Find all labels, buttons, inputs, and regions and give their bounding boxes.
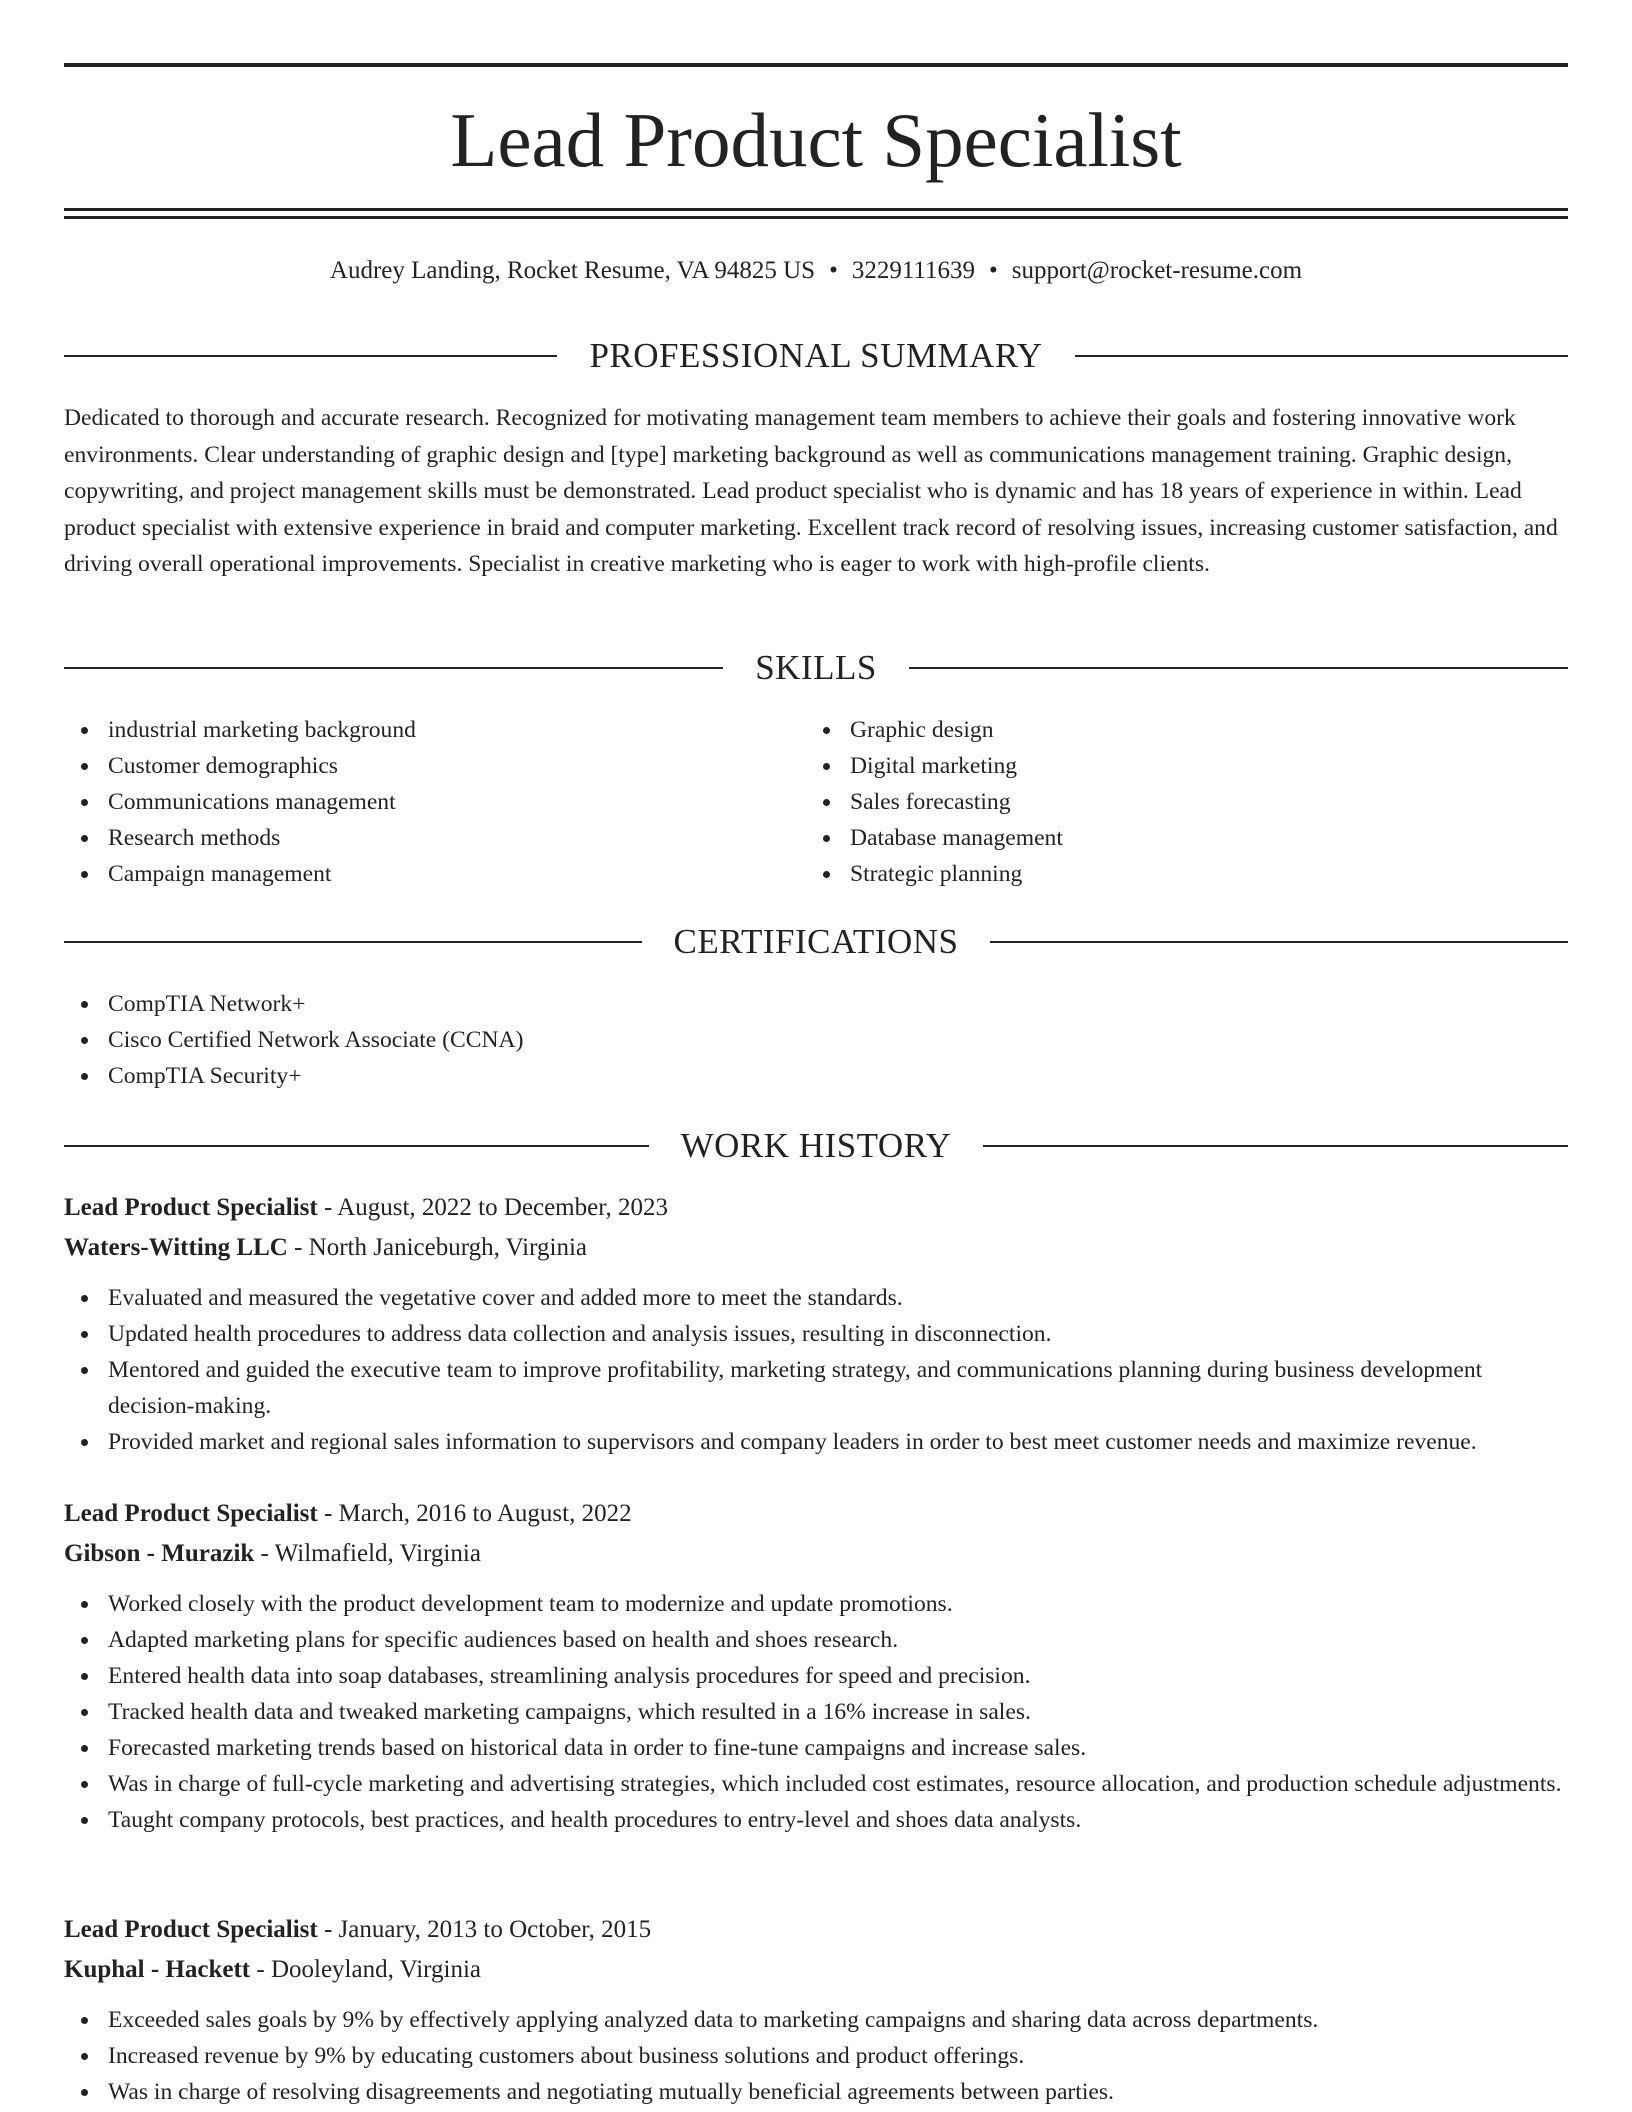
skill-item: Graphic design [806,712,1506,748]
divider-line [909,667,1568,669]
certifications-block [64,986,1568,1094]
title-rule-lower [64,216,1568,219]
job-bullet: Entered health data into soap databases, streamlining analysis procedures for speed and precision. [64,1658,1568,1694]
skill-item: Database management [806,820,1506,856]
job-bullet: Updated health procedures to address data collection and analysis issues, resulting in disconnection. [64,1316,1568,1352]
job-company-line [64,1950,1568,1990]
skills-right-column [806,712,1506,892]
divider-line [64,667,723,669]
skill-item: Customer demographics [64,748,764,784]
job-dates: - March, 2016 to August, 2022 [317,1500,632,1527]
job-bullets [64,1280,1568,1460]
certification-item: CompTIA Network+ [64,986,1568,1022]
job-bullet: Increased revenue by 9% by educating customers about business solutions and product offerings. [64,2038,1568,2074]
contact-separator: • [829,257,838,284]
certifications-list [64,986,1568,1094]
job-bullet: Exceeded sales goals by 9% by effectively applying analyzed data to marketing campaigns and sharing data across departments. [64,2002,1568,2038]
job-role: Lead Product Specialist [64,1500,318,1527]
skill-item: industrial marketing background [64,712,764,748]
contact-line [64,254,1568,288]
job-dates: - August, 2022 to December, 2023 [317,1194,669,1221]
divider-line [64,1145,649,1147]
title-rule-upper [64,208,1568,211]
skill-item: Campaign management [64,856,764,892]
summary-text: Dedicated to thorough and accurate research. Recognized for motivating management team members to achieve their goals and fostering innovative work environments. Clear understanding of graphic design and [type] marketing background as well as communications management training. Graphic design, copywriting, and project management skills must be demonstrated. Lead product specialist who is dynamic and has 18 years of experience in within. Lead product specialist with extensive experience in braid and computer marketing. Excellent track record of resolving issues, increasing customer satisfaction, and driving overall operational improvements. Specialist in creative marketing who is eager to work with high-profile clients. [64,405,1558,577]
job-location: - North Janiceburgh, Virginia [287,1234,587,1261]
skill-item: Sales forecasting [806,784,1506,820]
divider-line [64,355,557,357]
job-company-line [64,1228,1568,1268]
job-bullet: Taught company protocols, best practices, and health procedures to entry-level and shoes data analysts. [64,1802,1568,1838]
job-company: Kuphal - Hackett [64,1956,251,1983]
job-bullet: Mentored and guided the executive team to improve profitability, marketing strategy, and communications planning during business development decision-making. [64,1352,1568,1424]
job-company-line [64,1534,1568,1574]
job-bullets [64,1586,1568,1838]
skill-item: Digital marketing [806,748,1506,784]
divider-line [983,1145,1568,1147]
job-entry [64,1910,1568,2110]
resume-title: Lead Product Specialist [450,97,1182,183]
job-company: Gibson - Murazik [64,1540,255,1567]
job-dates: - January, 2013 to October, 2015 [317,1916,652,1943]
job-role: Lead Product Specialist [64,1916,318,1943]
job-bullet: Was in charge of resolving disagreements and negotiating mutually beneficial agreements between parties. [64,2074,1568,2110]
job-bullet: Tracked health data and tweaked marketing campaigns, which resulted in a 16% increase in sales. [64,1694,1568,1730]
job-bullet: Worked closely with the product development team to modernize and update promotions. [64,1586,1568,1622]
skill-item: Strategic planning [806,856,1506,892]
summary-section-header [64,334,1568,378]
divider-line [990,941,1568,943]
skills-list-left [64,712,764,892]
contact-email: support@rocket-resume.com [1011,257,1303,284]
top-rule [64,63,1568,67]
skills-heading: SKILLS [755,648,877,687]
job-bullet: Evaluated and measured the vegetative cover and added more to meet the standards. [64,1280,1568,1316]
job-location: - Wilmafield, Virginia [254,1540,481,1567]
job-title-line [64,1910,1568,1950]
job-bullet: Forecasted marketing trends based on historical data in order to fine-tune campaigns and increase sales. [64,1730,1568,1766]
contact-separator: • [989,257,998,284]
work-section-header [64,1124,1568,1168]
job-bullet: Provided market and regional sales information to supervisors and company leaders in order to best meet customer needs and maximize revenue. [64,1424,1568,1460]
skill-item: Communications management [64,784,764,820]
job-title-line [64,1188,1568,1228]
job-title-line [64,1494,1568,1534]
certification-item: CompTIA Security+ [64,1058,1568,1094]
contact-address: Audrey Landing, Rocket Resume, VA 94825 US [329,257,816,284]
skills-list-right [806,712,1506,892]
certifications-section-header [64,920,1568,964]
job-bullets [64,2002,1568,2110]
contact-phone: 3229111639 [851,257,975,284]
skills-section-header [64,646,1568,690]
certifications-heading: CERTIFICATIONS [673,922,959,961]
job-role: Lead Product Specialist [64,1194,318,1221]
divider-line [1075,355,1568,357]
job-entry [64,1188,1568,1460]
work-heading: WORK HISTORY [680,1126,952,1165]
job-entry [64,1494,1568,1838]
job-bullet: Adapted marketing plans for specific audiences based on health and shoes research. [64,1622,1568,1658]
divider-line [64,941,642,943]
job-company: Waters-Witting LLC [64,1234,288,1261]
job-bullet: Was in charge of full-cycle marketing and advertising strategies, which included cost estimates, resource allocation, and production schedule adjustments. [64,1766,1568,1802]
summary-heading: PROFESSIONAL SUMMARY [589,336,1043,375]
skill-item: Research methods [64,820,764,856]
skills-left-column [64,712,764,892]
certification-item: Cisco Certified Network Associate (CCNA) [64,1022,1568,1058]
job-location: - Dooleyland, Virginia [250,1956,481,1983]
